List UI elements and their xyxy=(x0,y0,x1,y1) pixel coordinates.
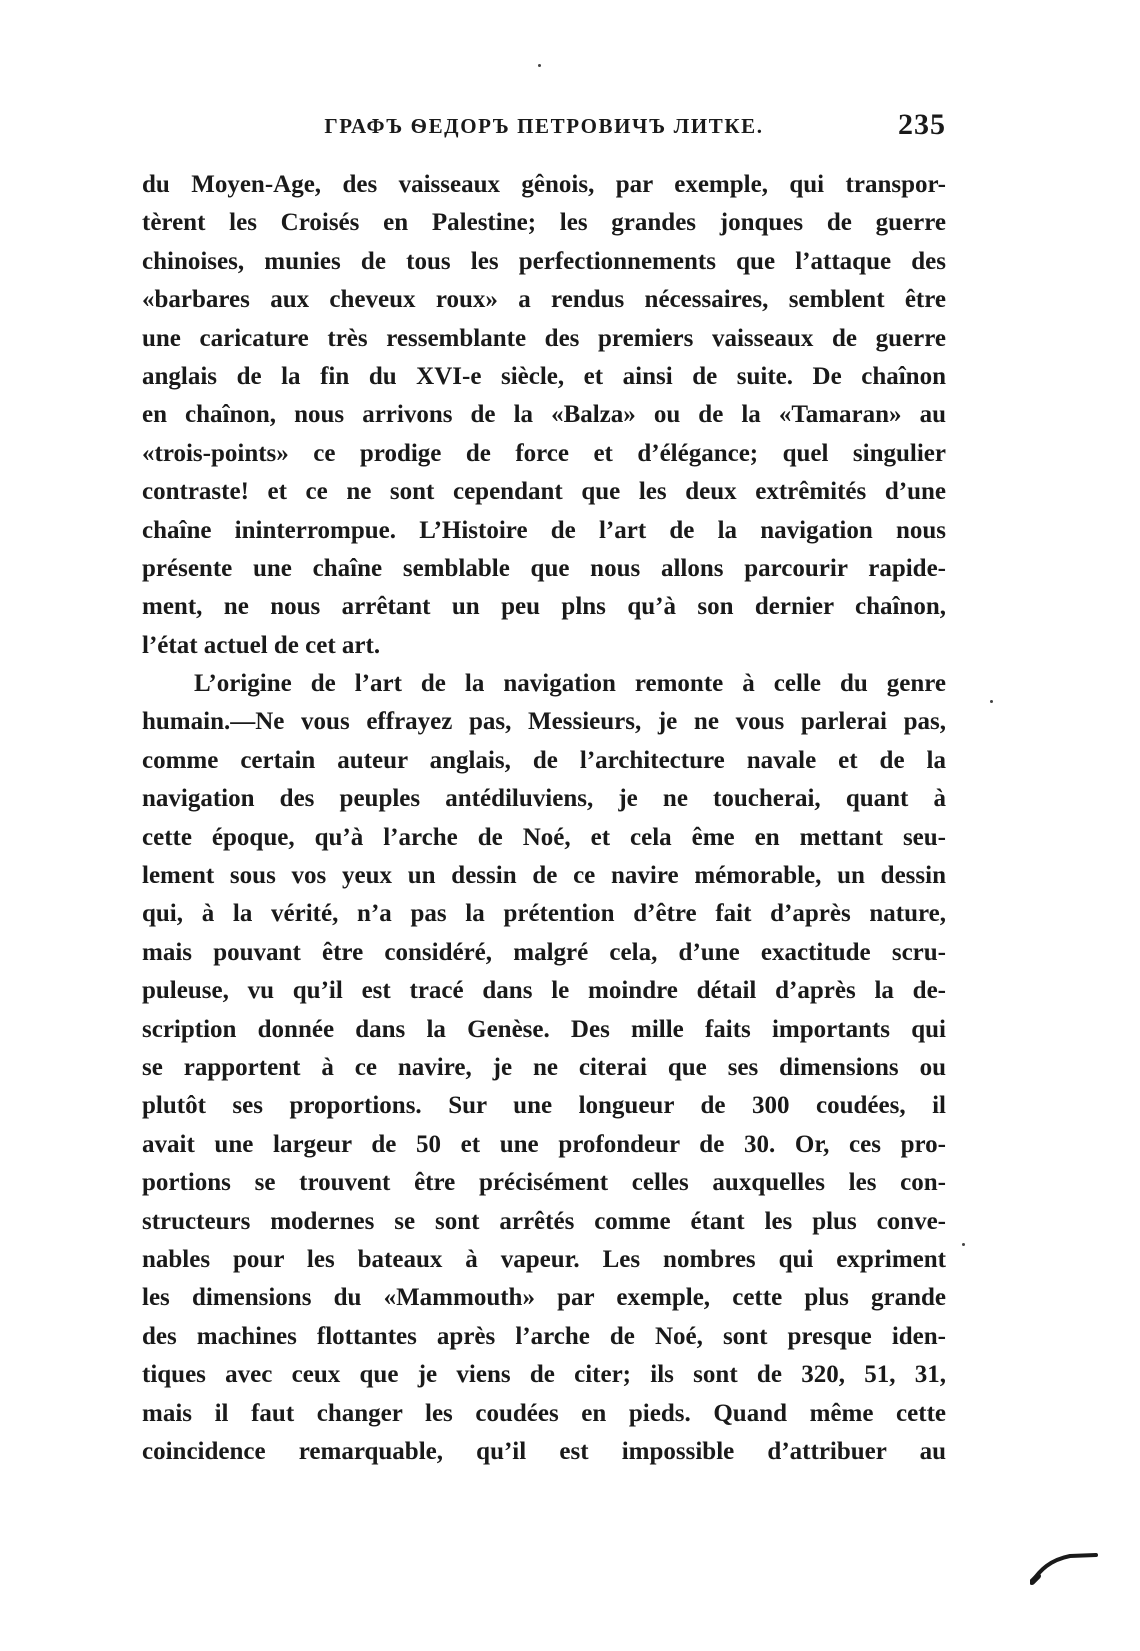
text-line: avait une largeur de 50 et une profondeur de 30. Or, ces pro- xyxy=(142,1130,946,1158)
running-head xyxy=(142,108,946,144)
text-line: mais il faut changer les coudées en pieds. Quand même cette xyxy=(142,1399,946,1427)
text-line: navigation des peuples antédiluviens, je ne toucherai, quant à xyxy=(142,785,946,813)
text-line: du Moyen-Age, des vaisseaux gênois, par exemple, qui transpor- xyxy=(142,171,946,198)
text-line: plutôt ses proportions. Sur une longueur de 300 coudées, il xyxy=(142,1092,946,1120)
page-number: 235 xyxy=(898,108,946,141)
text-line: comme certain auteur anglais, de l’architecture navale et de la xyxy=(142,746,946,774)
text-line: «trois-points» ce prodige de force et d’élégance; quel singulier xyxy=(142,439,946,467)
text-line: des machines flottantes après l’arche de Noé, sont presque iden- xyxy=(142,1322,946,1350)
text-line: humain.—Ne vous effrayez pas, Messieurs, je ne vous parlerai pas, xyxy=(142,708,946,736)
text-line: structeurs modernes se sont arrêtés comme étant les plus conve- xyxy=(142,1207,946,1235)
paper-speck xyxy=(990,700,993,703)
text-line: se rapportent à ce navire, je ne citerai que ses dimensions ou xyxy=(142,1053,946,1081)
paper-speck xyxy=(538,64,541,67)
text-line: scription donnée dans la Genèse. Des mille faits importants qui xyxy=(142,1015,946,1043)
text-line: ment, ne nous arrêtant un peu plns qu’à son dernier chaînon, xyxy=(142,593,946,621)
text-line: qui, à la vérité, n’a pas la prétention d’être fait d’après nature, xyxy=(142,900,946,928)
paragraph-end-line: l’état actuel de cet art. xyxy=(142,631,381,659)
text-line: une caricature très ressemblante des premiers vaisseaux de guerre xyxy=(142,324,946,352)
text-line: lement sous vos yeux un dessin de ce navire mémorable, un dessin xyxy=(142,862,946,890)
text-line: puleuse, vu qu’il est tracé dans le moindre détail d’après la de- xyxy=(142,977,946,1005)
text-line: nables pour les bateaux à vapeur. Les nombres qui expriment xyxy=(142,1245,946,1273)
ink-stroke-mark xyxy=(1030,1546,1100,1586)
text-line: les dimensions du «Mammouth» par exemple, cette plus grande xyxy=(142,1284,946,1312)
text-line: chaîne ininterrompue. L’Histoire de l’art de la navigation nous xyxy=(142,516,946,544)
text-line: contraste! et ce ne sont cependant que les deux extrêmités d’une xyxy=(142,478,946,506)
text-line: «barbares aux cheveux roux» a rendus nécessaires, semblent être xyxy=(142,286,946,314)
text-line: chinoises, munies de tous les perfectionnements que l’attaque des xyxy=(142,247,946,275)
text-line: portions se trouvent être précisément celles auxquelles les con- xyxy=(142,1169,946,1197)
text-line: en chaînon, nous arrivons de la «Balza» ou de la «Tamaran» au xyxy=(142,401,946,429)
text-line: anglais de la fin du XVI-e siècle, et ainsi de suite. De chaînon xyxy=(142,362,946,390)
text-line: coincidence remarquable, qu’il est impossible d’attribuer au xyxy=(142,1437,946,1465)
paragraph-start-line: L’origine de l’art de la navigation remonte à celle du genre xyxy=(194,670,946,698)
running-title: ГРАФЪ ѲЕДОРЪ ПЕТРОВИЧЪ ЛИТКЕ. xyxy=(324,114,764,138)
text-line: cette époque, qu’à l’arche de Noé, et cela ême en mettant seu- xyxy=(142,823,946,851)
text-line: tiques avec ceux que je viens de citer; ils sont de 320, 51, 31, xyxy=(142,1361,946,1389)
text-line: mais pouvant être considéré, malgré cela, d’une exactitude scru- xyxy=(142,938,946,966)
paper-speck xyxy=(962,1243,965,1246)
text-block xyxy=(142,166,946,1471)
text-line: tèrent les Croisés en Palestine; les grandes jonques de guerre xyxy=(142,209,946,237)
text-line: présente une chaîne semblable que nous allons parcourir rapide- xyxy=(142,554,946,582)
